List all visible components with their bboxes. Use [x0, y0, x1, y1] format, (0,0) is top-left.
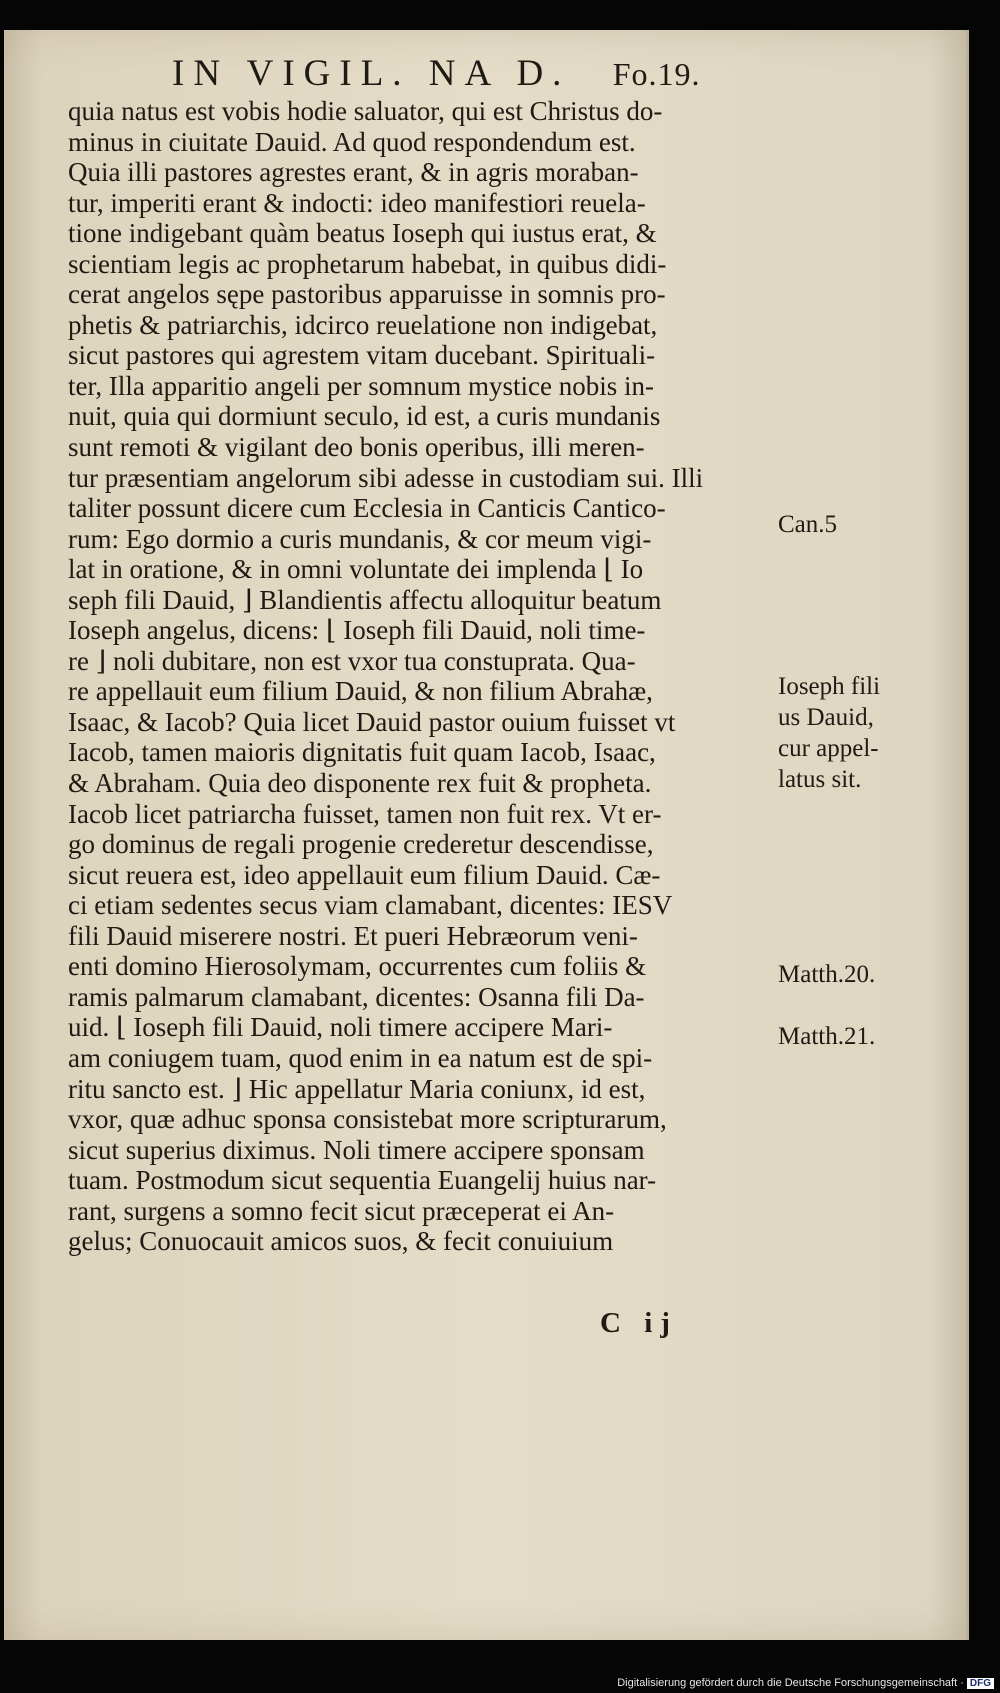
text-line: quia natus est vobis hodie saluator, qui est Christus do- — [68, 96, 663, 126]
text-line: ritu sancto est. ⌋ Hic appellatur Maria coniunx, id est, — [68, 1073, 646, 1104]
text-line: sicut pastores qui agrestem vitam ducebant. Spirituali- — [68, 340, 656, 371]
text-line: uid. ⌊ Ioseph fili Dauid, noli timere accipere Mari- — [68, 1012, 613, 1043]
text-line: minus in ciuitate Dauid. Ad quod respondendum est. — [68, 126, 636, 157]
text-line: am coniugem tuam, quod enim in ea natum est de spi- — [68, 1042, 653, 1073]
text-line: sicut superius diximus. Noli timere accipere sponsam — [68, 1134, 645, 1165]
text-line: re ⌋ noli dubitare, non est vxor tua constuprata. Qua- — [68, 645, 636, 676]
text-line: ci etiam sedentes secus viam clamabant, dicentes: IESV — [68, 890, 673, 921]
text-line: taliter possunt dicere cum Ecclesia in Canticis Cantico- — [68, 493, 666, 524]
margin-note-ioseph-3: cur appel- — [778, 735, 879, 762]
text-line: ramis palmarum clamabant, dicentes: Osanna fili Da- — [68, 981, 645, 1012]
running-header — [172, 52, 772, 95]
text-line: rant, surgens a somno fecit sicut præceperat ei An- — [68, 1195, 615, 1226]
text-line: fili Dauid miserere nostri. Et pueri Hebræorum veni- — [68, 920, 638, 951]
text-line: phetis & patriarchis, idcirco reuelatione non indigebat, — [68, 309, 658, 340]
text-line: Iacob licet patriarcha fuisset, tamen non fuit rex. Vt er- — [68, 798, 662, 829]
text-line: tur, imperiti erant & indocti: ideo manifestiori reuela- — [68, 187, 646, 218]
margin-note-matth-20: Matth.20. — [778, 961, 876, 988]
folio-number: Fo.19. — [612, 56, 701, 92]
text-line: vxor, quæ adhuc sponsa consistebat more scripturarum, — [68, 1104, 667, 1135]
text-line: seph fili Dauid, ⌋ Blandientis affectu alloquitur beatum — [68, 584, 662, 615]
text-line: ter, Illa apparitio angeli per somnum mystice nobis in- — [68, 370, 655, 401]
margin-note-canticum: Can.5 — [778, 511, 838, 538]
text-line: lat in oratione, & in omni voluntate dei implenda ⌊ Io — [68, 554, 644, 585]
text-line: enti domino Hierosolymam, occurrentes cum foliis & — [68, 951, 647, 982]
margin-note-ioseph-1: Ioseph fili — [778, 673, 881, 700]
credit-text: Digitalisierung gefördert durch die Deutsche Forschungsgemeinschaft · — [617, 1677, 964, 1689]
text-line: nuit, quia qui dormiunt seculo, id est, a curis mundanis — [68, 401, 661, 432]
text-line: Isaac, & Iacob? Quia licet Dauid pastor ouium fuisset vt — [68, 706, 676, 737]
text-line: Quia illi pastores agrestes erant, & in agris moraban- — [68, 157, 639, 188]
text-line: sunt remoti & vigilant deo bonis operibus, illi meren- — [68, 432, 645, 463]
text-line: sicut reuera est, ideo appellauit eum filium Dauid. Cæ- — [68, 859, 661, 890]
signature-mark: C ij — [600, 1307, 678, 1339]
text-line: tuam. Postmodum sicut sequentia Euangelij huius nar- — [68, 1165, 657, 1196]
text-line: tur præsentiam angelorum sibi adesse in custodiam sui. Illi — [68, 462, 704, 493]
text-line: gelus; Conuocauit amicos suos, & fecit conuiuium — [68, 1226, 614, 1257]
text-line: scientiam legis ac prophetarum habebat, in quibus didi- — [68, 248, 667, 279]
running-title: IN VIGIL. NA D. — [172, 53, 571, 94]
body-text — [68, 96, 774, 1257]
dfg-logo: DFG — [967, 1678, 994, 1689]
margin-note-ioseph-4: latus sit. — [778, 766, 862, 793]
text-line: tione indigebant quàm beatus Ioseph qui iustus erat, & — [68, 218, 657, 249]
digitization-credit — [617, 1677, 994, 1689]
text-line: & Abraham. Quia deo disponente rex fuit & propheta. — [68, 768, 652, 799]
margin-note-ioseph-2: us Dauid, — [778, 704, 874, 731]
text-line: Ioseph angelus, dicens: ⌊ Ioseph fili Dauid, noli time- — [68, 615, 646, 646]
margin-note-matth-21: Matth.21. — [778, 1023, 876, 1050]
text-line: Iacob, tamen maioris dignitatis fuit quam Iacob, Isaac, — [68, 737, 656, 768]
text-line: re appellauit eum filium Dauid, & non filium Abrahæ, — [68, 676, 653, 707]
text-line: go dominus de regali progenie crederetur descendisse, — [68, 829, 654, 860]
text-line: rum: Ego dormio a curis mundanis, & cor meum vigi- — [68, 523, 652, 554]
text-line: cerat angelos sępe pastoribus apparuisse in somnis pro- — [68, 279, 666, 310]
